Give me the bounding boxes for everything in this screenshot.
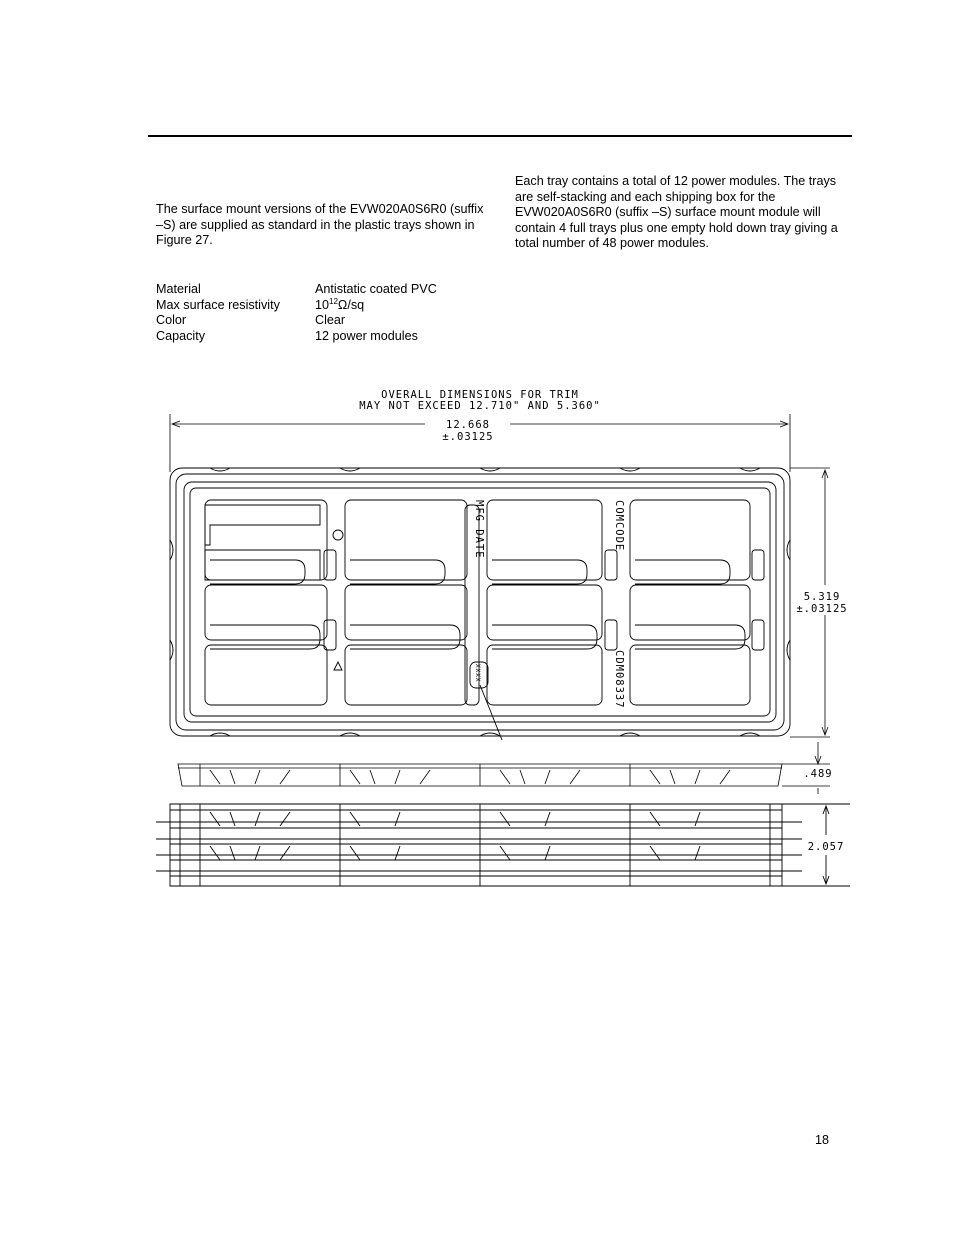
intro-paragraph-left: The surface mount versions of the EVW020A0S6R0 (suffix –S) are supplied as standard in the plastic trays shown in Figure 27.	[156, 202, 484, 248]
width-value: 12.668	[446, 419, 490, 431]
property-label: Color	[156, 313, 187, 328]
stack-height-value: 2.057	[807, 841, 845, 853]
xxxx-marking: XXXX	[474, 664, 481, 683]
tray-technical-drawing	[150, 380, 870, 900]
property-row-material	[156, 282, 437, 298]
property-value	[315, 298, 437, 314]
stacked-trays-view	[156, 804, 850, 886]
header-rule	[148, 135, 852, 137]
property-value: 12 power modules	[315, 328, 418, 343]
tray-height-value: .489	[803, 768, 833, 780]
property-label: Max surface resistivity	[156, 297, 280, 312]
comcode-marking: COMCODE	[613, 500, 625, 552]
intro-paragraph-right: Each tray contains a total of 12 power modules. The trays are self-stacking and each shipping box for the EVW020A0S6R0 (suffix –S) surface mount module will contain 4 full trays plus one empty hold down tray giving a total number of 48 power modules.	[515, 174, 838, 251]
part-number-marking: CDM08337	[613, 650, 625, 709]
page-number: 18	[815, 1133, 830, 1147]
property-label: Capacity	[156, 328, 205, 343]
property-value: Clear	[315, 313, 346, 328]
mfg-date-marking: MFG DATE	[473, 500, 485, 559]
resistivity-base: 10	[315, 297, 330, 312]
width-tolerance: ±.03125	[442, 431, 494, 443]
property-row-color	[156, 313, 437, 329]
resistivity-exponent: 12	[329, 296, 338, 306]
property-label: Material	[156, 282, 201, 296]
tray-properties-table	[156, 282, 437, 344]
resistivity-unit: Ω/sq	[337, 297, 365, 312]
property-row-resistivity	[156, 298, 437, 314]
property-value: Antistatic coated PVC	[315, 282, 437, 296]
dimension-note-line1: OVERALL DIMENSIONS FOR TRIM	[381, 389, 579, 401]
dimension-note-line2: MAY NOT EXCEED 12.710" AND 5.360"	[359, 400, 601, 412]
height-tolerance: ±.03125	[796, 603, 848, 615]
property-row-capacity	[156, 329, 437, 345]
height-value: 5.319	[803, 591, 841, 603]
tray-side-view	[178, 742, 833, 794]
